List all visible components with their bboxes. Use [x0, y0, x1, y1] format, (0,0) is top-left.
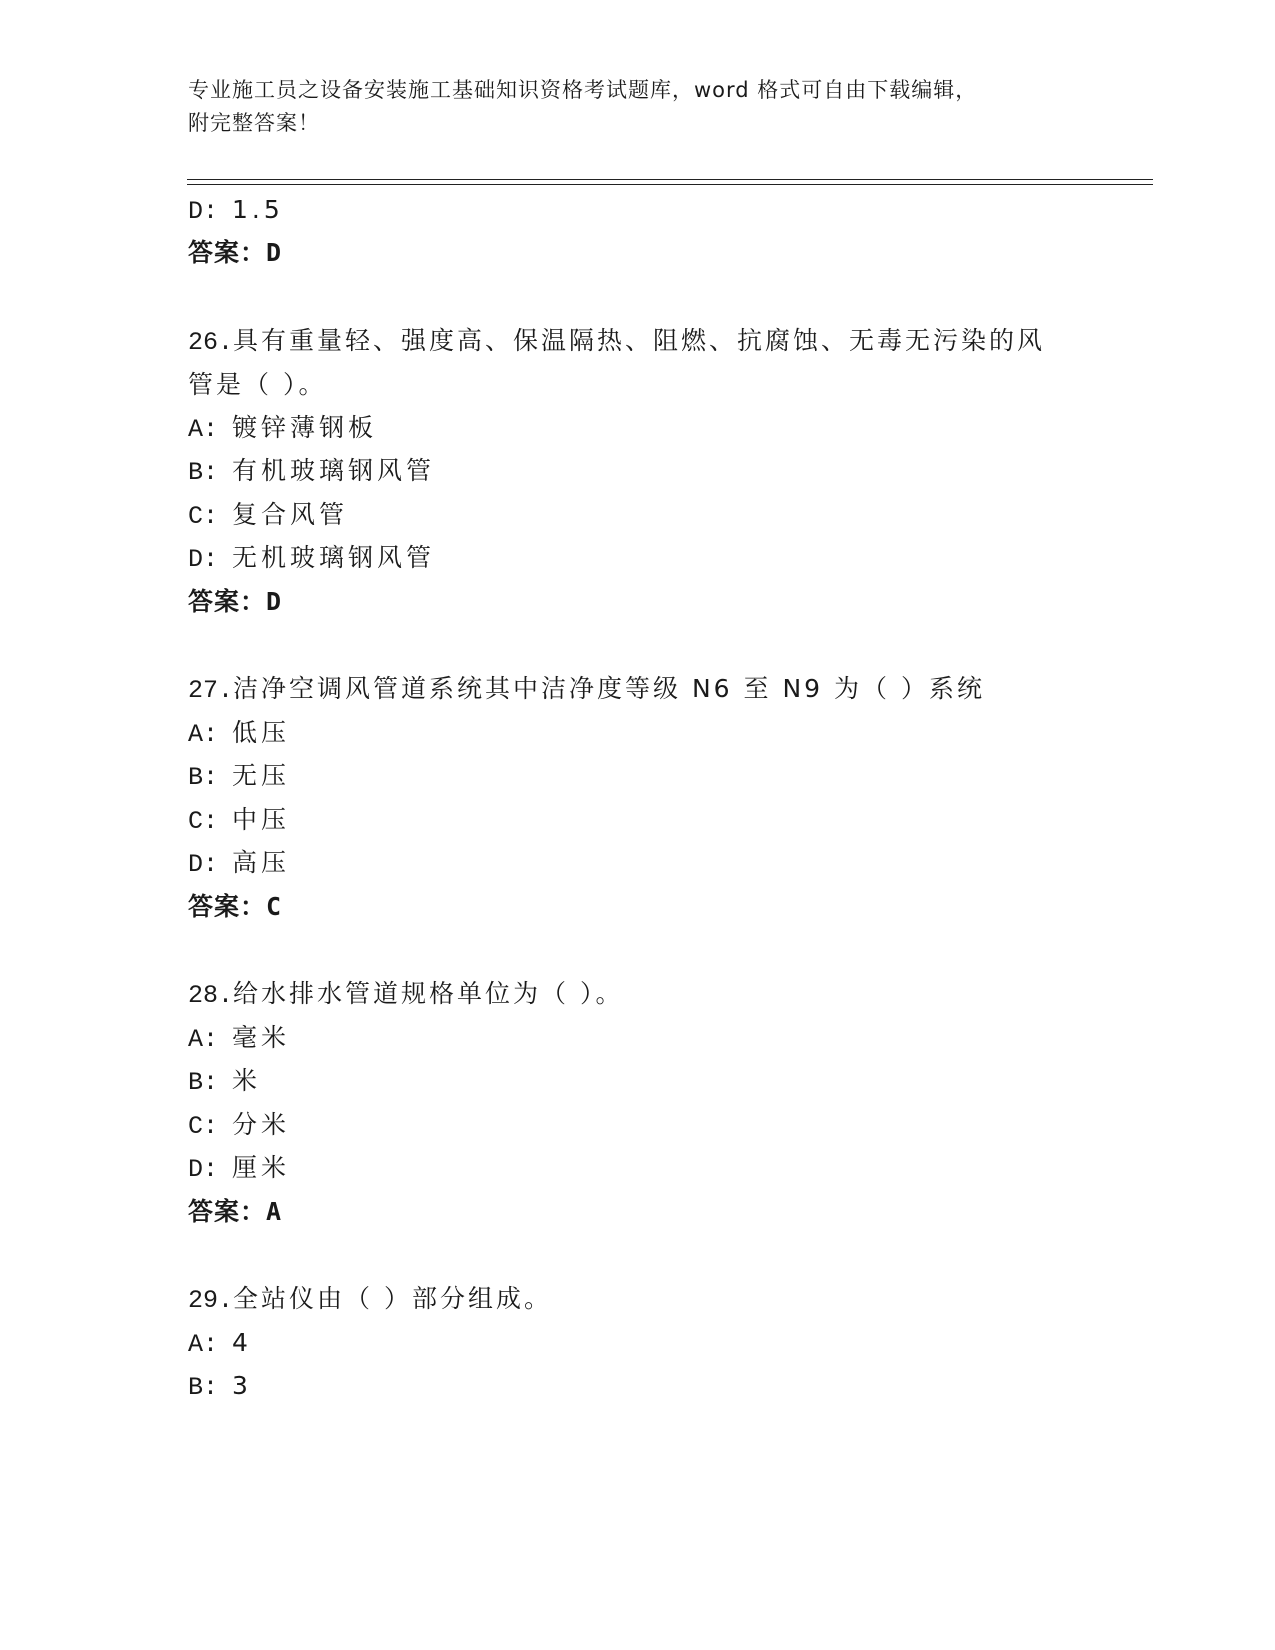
answer-value: C: [266, 892, 283, 921]
option-key: D:: [188, 1155, 219, 1184]
question-28-option-d: [188, 1153, 290, 1185]
question-27-option-c: [188, 805, 290, 837]
option-key: A:: [188, 1330, 219, 1359]
question-26-option-b: [188, 456, 435, 488]
option-key: A:: [188, 720, 219, 749]
question-number: 26.: [188, 328, 234, 357]
answer-value: D: [266, 587, 283, 616]
question-28-option-a: [188, 1023, 290, 1055]
option-text: 厘米: [232, 1153, 291, 1182]
option-key: D:: [188, 197, 219, 226]
question-26-stem-line-1: [188, 326, 1045, 358]
question-28-option-c: [188, 1110, 290, 1142]
question-text: 给水排水管道规格单位为（ ）。: [233, 979, 624, 1008]
prev-answer: [188, 238, 282, 268]
question-27-stem: [188, 674, 985, 706]
question-26-option-a: [188, 413, 377, 445]
option-text: 无机玻璃钢风管: [232, 543, 436, 572]
option-text: 低压: [232, 718, 291, 747]
option-text: 3: [232, 1371, 252, 1400]
option-text: 4: [232, 1328, 252, 1357]
option-text: 无压: [232, 761, 291, 790]
question-28-answer: [188, 1197, 282, 1227]
question-number: 29.: [188, 1286, 234, 1315]
option-key: A:: [188, 415, 219, 444]
header-line-1: 专业施工员之设备安装施工基础知识资格考试题库，word 格式可自由下载编辑，: [188, 78, 978, 102]
option-text: 镀锌薄钢板: [232, 413, 378, 442]
answer-label: 答案：: [188, 892, 267, 921]
question-27-answer: [188, 892, 282, 922]
option-key: D:: [188, 850, 219, 879]
answer-label: 答案：: [188, 587, 267, 616]
option-key: C:: [188, 502, 219, 531]
option-text: 毫米: [232, 1023, 291, 1052]
question-number: 27.: [188, 676, 234, 705]
question-number: 28.: [188, 981, 234, 1010]
question-text: 全站仪由（ ）部分组成。: [233, 1284, 552, 1313]
question-28-stem: [188, 979, 623, 1011]
question-27-option-b: [188, 761, 290, 793]
question-27-option-d: [188, 848, 290, 880]
option-key: D:: [188, 545, 219, 574]
prev-option-d: [188, 195, 284, 227]
question-29-option-a: [188, 1328, 252, 1360]
option-text: 高压: [232, 848, 291, 877]
question-27-option-a: [188, 718, 290, 750]
question-26-answer: [188, 587, 282, 617]
answer-value: A: [266, 1197, 283, 1226]
question-29-stem: [188, 1284, 552, 1316]
option-key: B:: [188, 1373, 219, 1402]
option-key: A:: [188, 1025, 219, 1054]
option-text: 分米: [232, 1110, 291, 1139]
option-text: 复合风管: [232, 500, 349, 529]
option-key: C:: [188, 1112, 219, 1141]
header-divider-top: [187, 179, 1153, 180]
answer-label: 答案：: [188, 238, 267, 267]
option-key: B:: [188, 763, 219, 792]
question-text: 洁净空调风管道系统其中洁净度等级 N6 至 N9 为（ ）系统: [233, 674, 985, 703]
header-line-2: 附完整答案！: [188, 111, 320, 135]
option-key: C:: [188, 807, 219, 836]
question-26-option-d: [188, 543, 435, 575]
option-text: 米: [232, 1066, 262, 1095]
option-key: B:: [188, 458, 219, 487]
answer-label: 答案：: [188, 1197, 267, 1226]
header-divider-bottom: [187, 184, 1153, 185]
question-28-option-b: [188, 1066, 261, 1098]
question-29-option-b: [188, 1371, 252, 1403]
answer-value: D: [266, 238, 283, 267]
option-text: 有机玻璃钢风管: [232, 456, 436, 485]
option-text: 1.5: [232, 195, 284, 224]
question-text: 具有重量轻、强度高、保温隔热、阻燃、抗腐蚀、无毒无污染的风: [233, 326, 1046, 355]
option-text: 中压: [232, 805, 291, 834]
question-26-stem-line-2: 管是（ ）。: [188, 370, 327, 399]
document-header: [188, 74, 1088, 140]
option-key: B:: [188, 1068, 219, 1097]
question-26-option-c: [188, 500, 348, 532]
